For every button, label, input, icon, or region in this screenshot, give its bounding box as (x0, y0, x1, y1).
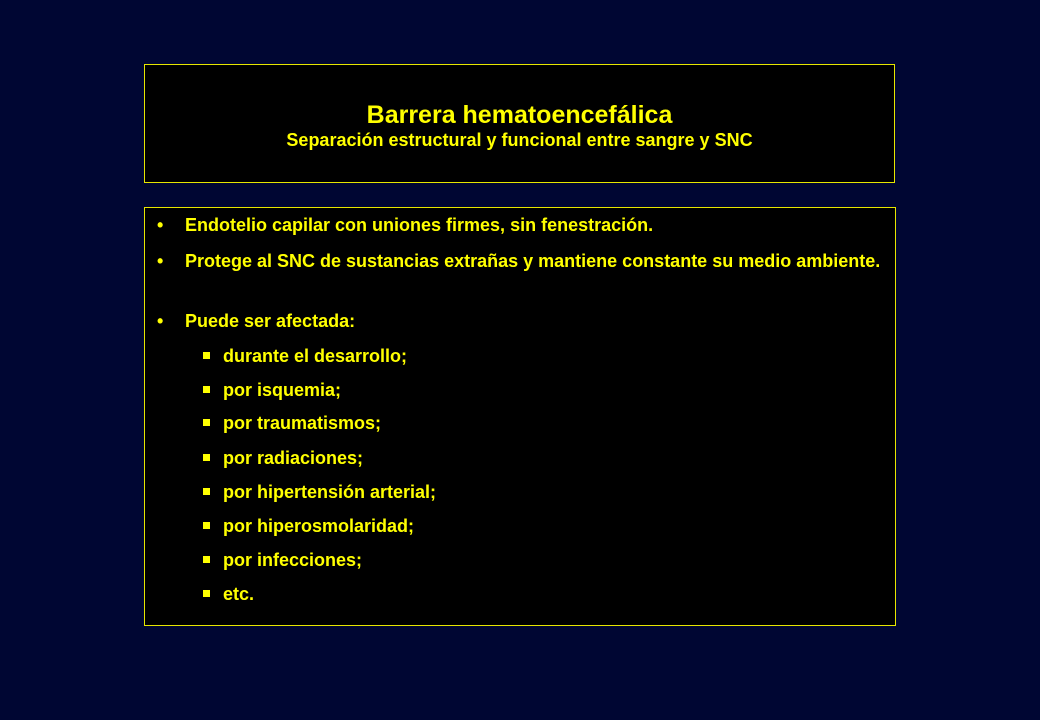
sub-bullet-item (203, 411, 381, 435)
square-bullet-icon (203, 590, 210, 597)
square-bullet-icon (203, 488, 210, 495)
square-bullet-icon (203, 419, 210, 426)
square-bullet-icon (203, 556, 210, 563)
bullet-dot-icon: • (157, 215, 164, 235)
bullet-dot-icon: • (157, 311, 164, 331)
bullet-dot-icon: • (157, 251, 164, 271)
square-bullet-icon (203, 386, 210, 393)
sub-bullet-item (203, 582, 254, 606)
sub-bullet-text: por radiaciones; (223, 448, 364, 468)
sub-bullet-item (203, 344, 407, 368)
slide-title: Barrera hematoencefálica (366, 100, 673, 129)
title-box (144, 64, 895, 183)
sub-bullet-item (203, 446, 363, 470)
square-bullet-icon (203, 352, 210, 359)
bullet-text: Puede ser afectada: (185, 311, 356, 331)
square-bullet-icon (203, 454, 210, 461)
sub-bullet-text: por hiperosmolaridad; (223, 516, 415, 536)
sub-bullet-item (203, 378, 341, 402)
bullet-text: Endotelio capilar con uniones firmes, sin fenestración. (185, 215, 654, 235)
square-bullet-icon (203, 522, 210, 529)
bullet-text: Protege al SNC de sustancias extrañas y mantiene constante su medio ambiente. (185, 251, 881, 271)
sub-bullet-item (203, 514, 414, 538)
sub-bullet-text: durante el desarrollo; (223, 346, 408, 366)
sub-bullet-text: por isquemia; (223, 380, 342, 400)
sub-bullet-item (203, 548, 362, 572)
sub-bullet-text: etc. (223, 584, 255, 604)
sub-bullet-text: por infecciones; (223, 550, 363, 570)
bullet-item (157, 249, 885, 273)
content-box (144, 207, 896, 626)
sub-bullet-text: por hipertensión arterial; (223, 482, 437, 502)
slide-subtitle: Separación estructural y funcional entre sangre y SNC (286, 129, 753, 150)
sub-bullet-item (203, 480, 436, 504)
bullet-item (157, 213, 885, 237)
sub-bullet-text: por traumatismos; (223, 413, 382, 433)
bullet-item (157, 309, 885, 333)
